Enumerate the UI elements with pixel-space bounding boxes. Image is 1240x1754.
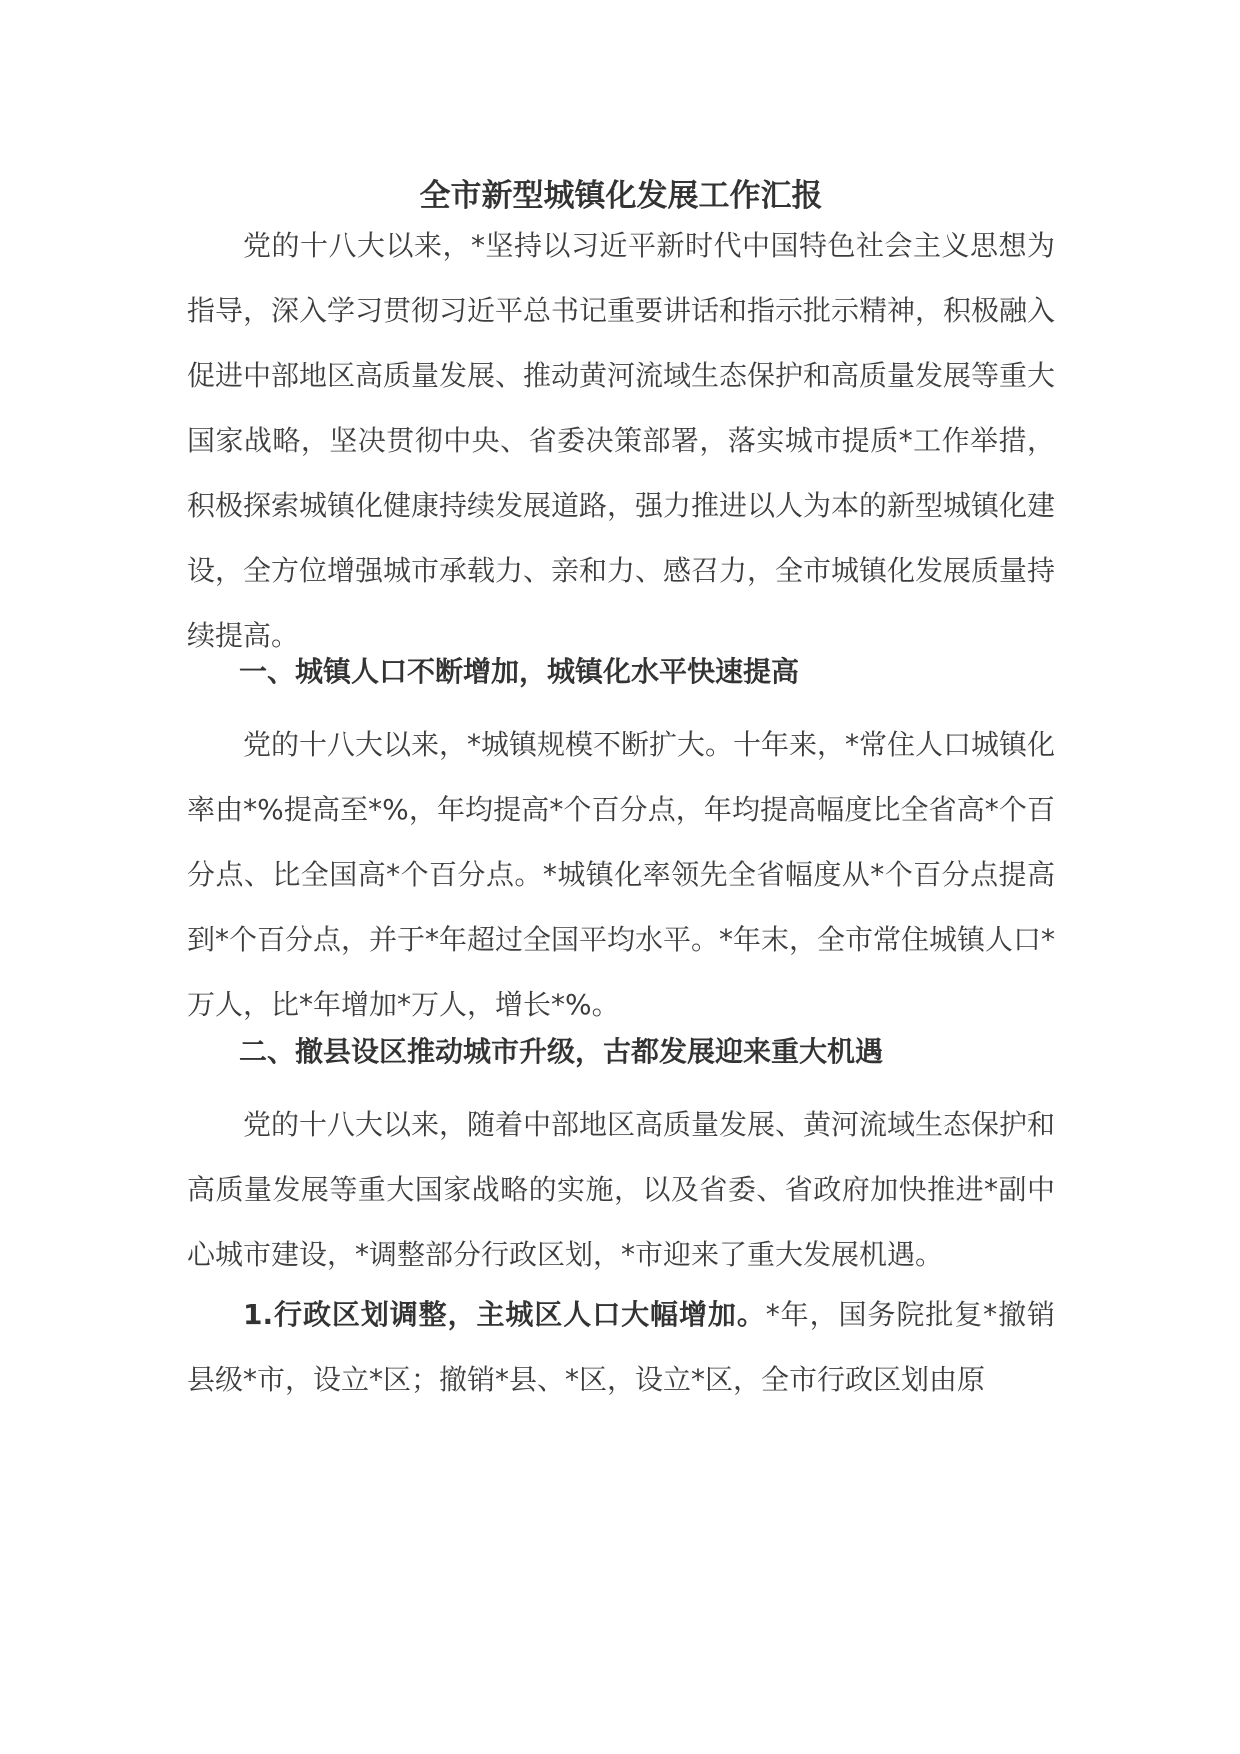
- document-title: 全市新型城镇化发展工作汇报: [419, 178, 823, 214]
- section-1-paragraph: 党的十八大以来，*城镇规模不断扩大。十年来，*常住人口城镇化率由*%提高至*%，年均提高*个百分点，年均提高幅度比全省高*个百分点、比全国高*个百分点。*城镇化率领先全省幅度从*个百分点提高到*个百分点，并于*年超过全国平均水平。*年末，全市常住城镇人口*万人，比*年增加*万人，增长*%。: [187, 728, 1056, 1021]
- section-2-paragraph: 党的十八大以来，随着中部地区高质量发展、黄河流域生态保护和高质量发展等重大国家战略的实施，以及省委、省政府加快推进*副中心城市建设，*调整部分行政区划，*市迎来了重大发展机遇。: [187, 1108, 1056, 1271]
- intro-paragraph: 党的十八大以来，*坚持以习近平新时代中国特色社会主义思想为指导，深入学习贯彻习近平总书记重要讲话和指示批示精神，积极融入促进中部地区高质量发展、推动黄河流域生态保护和高质量发展等重大国家战略，坚决贯彻中央、省委决策部署，落实城市提质*工作举措，积极探索城镇化健康持续发展道路，强力推进以人为本的新型城镇化建设，全方位增强城市承载力、亲和力、感召力，全市城镇化发展质量持续提高。: [187, 229, 1056, 652]
- item-1-text: *年，国务院批复*撤销县级*市，设立*区；撤销*县、*区，设立*区，全市行政区划由原: [187, 1298, 1055, 1396]
- section-heading-2: 二、撤县设区推动城市升级，古都发展迎来重大机遇: [239, 1035, 884, 1068]
- section-heading-1: 一、城镇人口不断增加，城镇化水平快速提高: [239, 655, 800, 688]
- item-1-paragraph: [187, 1282, 1055, 1412]
- item-1-lead: 1.行政区划调整，主城区人口大幅增加。: [243, 1298, 766, 1331]
